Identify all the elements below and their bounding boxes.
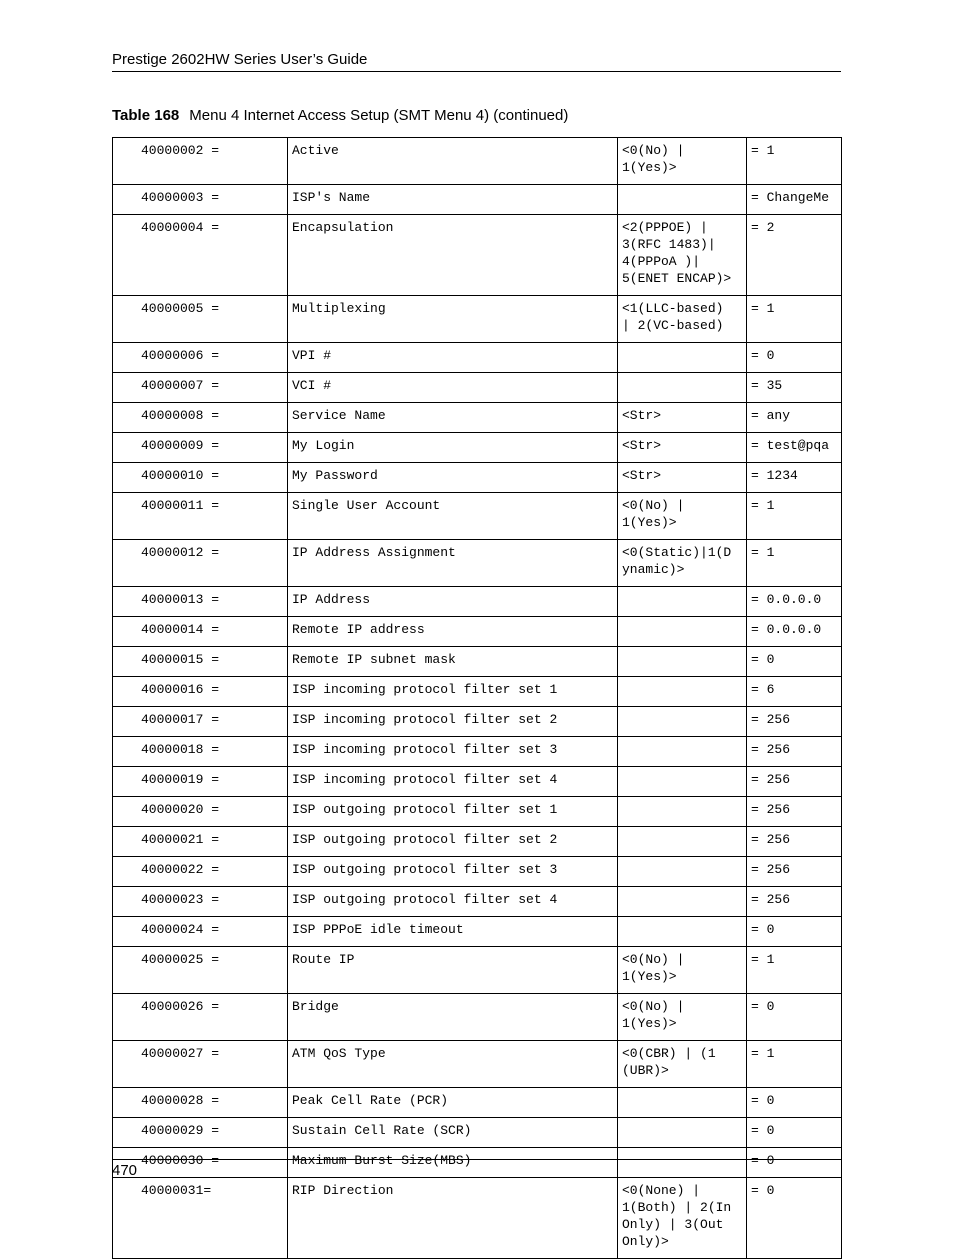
table-row (113, 540, 842, 587)
table-row (113, 1088, 842, 1118)
row-range-cell (618, 1118, 747, 1148)
row-id-cell: 40000018 = (113, 737, 288, 767)
row-field-cell: Remote IP address (288, 617, 618, 647)
row-field-cell: My Password (288, 463, 618, 493)
row-field-cell: ISP outgoing protocol filter set 3 (288, 857, 618, 887)
row-value-cell: = 2 (747, 215, 842, 296)
row-field-cell: ISP outgoing protocol filter set 2 (288, 827, 618, 857)
row-id-cell: 40000016 = (113, 677, 288, 707)
row-field-cell: Remote IP subnet mask (288, 647, 618, 677)
table-row (113, 138, 842, 185)
row-value-cell: = 0.0.0.0 (747, 587, 842, 617)
row-id-cell: 40000014 = (113, 617, 288, 647)
row-field-cell: ISP outgoing protocol filter set 4 (288, 887, 618, 917)
table-row (113, 617, 842, 647)
page-number: 470 (112, 1162, 138, 1179)
row-value-cell: = test@pqa (747, 433, 842, 463)
row-value-cell: = 1 (747, 947, 842, 994)
row-range-cell (618, 373, 747, 403)
row-field-cell: IP Address Assignment (288, 540, 618, 587)
row-value-cell: = 0 (747, 994, 842, 1041)
row-range-cell (618, 797, 747, 827)
table-row (113, 677, 842, 707)
table-row (113, 827, 842, 857)
row-id-cell: 40000021 = (113, 827, 288, 857)
row-range-cell (618, 647, 747, 677)
row-id-cell: 40000023 = (113, 887, 288, 917)
table-row (113, 493, 842, 540)
row-field-cell: ATM QoS Type (288, 1041, 618, 1088)
row-id-cell: 40000002 = (113, 138, 288, 185)
row-range-cell: <0(CBR) | (1 (UBR)> (618, 1041, 747, 1088)
table-row (113, 994, 842, 1041)
table-row (113, 1041, 842, 1088)
row-field-cell: Service Name (288, 403, 618, 433)
row-field-cell: Bridge (288, 994, 618, 1041)
row-field-cell: ISP incoming protocol filter set 1 (288, 677, 618, 707)
row-field-cell: ISP PPPoE idle timeout (288, 917, 618, 947)
row-range-cell: <0(No) | 1(Yes)> (618, 493, 747, 540)
row-field-cell: Multiplexing (288, 296, 618, 343)
row-value-cell: = 1 (747, 296, 842, 343)
row-value-cell: = 256 (747, 887, 842, 917)
row-id-cell: 40000003 = (113, 185, 288, 215)
row-field-cell: Sustain Cell Rate (SCR) (288, 1118, 618, 1148)
row-id-cell: 40000026 = (113, 994, 288, 1041)
row-range-cell: <0(No) | 1(Yes)> (618, 138, 747, 185)
row-value-cell: = 0 (747, 1118, 842, 1148)
row-value-cell: = 1 (747, 138, 842, 185)
row-value-cell: = 0 (747, 1178, 842, 1259)
row-range-cell (618, 617, 747, 647)
row-id-cell: 40000009 = (113, 433, 288, 463)
row-value-cell: = 0 (747, 1148, 842, 1178)
table-row (113, 1178, 842, 1259)
row-range-cell: <Str> (618, 433, 747, 463)
row-field-cell: Route IP (288, 947, 618, 994)
table-row (113, 433, 842, 463)
table-row (113, 917, 842, 947)
table-row (113, 296, 842, 343)
row-field-cell: ISP incoming protocol filter set 2 (288, 707, 618, 737)
row-range-cell: <2(PPPOE) | 3(RFC 1483)| 4(PPPoA )| 5(ENET ENCAP)> (618, 215, 747, 296)
row-id-cell: 40000027 = (113, 1041, 288, 1088)
row-range-cell: <Str> (618, 463, 747, 493)
row-field-cell: ISP incoming protocol filter set 4 (288, 767, 618, 797)
row-value-cell: = 0 (747, 343, 842, 373)
row-range-cell (618, 1088, 747, 1118)
table-row (113, 887, 842, 917)
header-divider (112, 71, 841, 72)
row-id-cell: 40000004 = (113, 215, 288, 296)
table-row (113, 737, 842, 767)
row-value-cell: = 1 (747, 493, 842, 540)
row-id-cell: 40000020 = (113, 797, 288, 827)
row-range-cell: <1(LLC-based) | 2(VC-based) (618, 296, 747, 343)
row-value-cell: = 256 (747, 797, 842, 827)
table-row (113, 707, 842, 737)
row-id-cell: 40000011 = (113, 493, 288, 540)
table-row (113, 587, 842, 617)
document-header-title: Prestige 2602HW Series User’s Guide (112, 51, 368, 68)
row-range-cell (618, 1148, 747, 1178)
row-id-cell: 40000006 = (113, 343, 288, 373)
row-range-cell (618, 185, 747, 215)
row-range-cell (618, 677, 747, 707)
row-range-cell: <0(No) | 1(Yes)> (618, 994, 747, 1041)
table-row (113, 1148, 842, 1178)
row-id-cell: 40000030 = (113, 1148, 288, 1178)
row-id-cell: 40000015 = (113, 647, 288, 677)
row-field-cell: VPI # (288, 343, 618, 373)
row-value-cell: = 256 (747, 857, 842, 887)
row-value-cell: = 256 (747, 737, 842, 767)
table-row (113, 797, 842, 827)
row-field-cell: Encapsulation (288, 215, 618, 296)
row-value-cell: = any (747, 403, 842, 433)
row-id-cell: 40000005 = (113, 296, 288, 343)
row-id-cell: 40000012 = (113, 540, 288, 587)
row-field-cell: Single User Account (288, 493, 618, 540)
row-range-cell (618, 917, 747, 947)
row-range-cell (618, 827, 747, 857)
row-id-cell: 40000031= (113, 1178, 288, 1259)
footer-divider (112, 1159, 841, 1160)
row-id-cell: 40000024 = (113, 917, 288, 947)
row-field-cell: ISP incoming protocol filter set 3 (288, 737, 618, 767)
row-value-cell: = 6 (747, 677, 842, 707)
row-range-cell (618, 767, 747, 797)
table-row (113, 947, 842, 994)
row-field-cell: Peak Cell Rate (PCR) (288, 1088, 618, 1118)
table-row (113, 403, 842, 433)
row-id-cell: 40000013 = (113, 587, 288, 617)
row-value-cell: = 0 (747, 917, 842, 947)
row-field-cell: Active (288, 138, 618, 185)
row-id-cell: 40000025 = (113, 947, 288, 994)
table-caption-text: Menu 4 Internet Access Setup (SMT Menu 4) (continued) (189, 107, 569, 124)
table-row (113, 373, 842, 403)
row-value-cell: = 256 (747, 707, 842, 737)
row-range-cell: <0(None) | 1(Both) | 2(In Only) | 3(Out Only)> (618, 1178, 747, 1259)
table-row (113, 647, 842, 677)
row-id-cell: 40000010 = (113, 463, 288, 493)
row-value-cell: = 1 (747, 540, 842, 587)
row-field-cell: VCI # (288, 373, 618, 403)
row-field-cell: RIP Direction (288, 1178, 618, 1259)
row-field-cell: ISP's Name (288, 185, 618, 215)
row-range-cell (618, 887, 747, 917)
row-range-cell (618, 857, 747, 887)
table-caption-label: Table 168 (112, 107, 180, 124)
row-value-cell: = 0.0.0.0 (747, 617, 842, 647)
row-field-cell: IP Address (288, 587, 618, 617)
table-row (113, 857, 842, 887)
row-range-cell (618, 707, 747, 737)
row-range-cell: <Str> (618, 403, 747, 433)
row-id-cell: 40000017 = (113, 707, 288, 737)
row-value-cell: = 35 (747, 373, 842, 403)
row-range-cell (618, 737, 747, 767)
row-range-cell: <0(No) | 1(Yes)> (618, 947, 747, 994)
row-value-cell: = 1234 (747, 463, 842, 493)
row-id-cell: 40000022 = (113, 857, 288, 887)
row-range-cell (618, 587, 747, 617)
table-row (113, 343, 842, 373)
config-table (112, 137, 842, 1259)
row-id-cell: 40000019 = (113, 767, 288, 797)
row-range-cell (618, 343, 747, 373)
row-value-cell: = 1 (747, 1041, 842, 1088)
row-id-cell: 40000028 = (113, 1088, 288, 1118)
row-value-cell: = 0 (747, 1088, 842, 1118)
table-row (113, 1118, 842, 1148)
row-range-cell: <0(Static)|1(D ynamic)> (618, 540, 747, 587)
table-row (113, 463, 842, 493)
row-field-cell: Maximum Burst Size(MBS) (288, 1148, 618, 1178)
row-id-cell: 40000007 = (113, 373, 288, 403)
row-value-cell: = 0 (747, 647, 842, 677)
row-value-cell: = ChangeMe (747, 185, 842, 215)
table-row (113, 767, 842, 797)
row-field-cell: ISP outgoing protocol filter set 1 (288, 797, 618, 827)
table-row (113, 185, 842, 215)
row-id-cell: 40000029 = (113, 1118, 288, 1148)
row-value-cell: = 256 (747, 767, 842, 797)
row-field-cell: My Login (288, 433, 618, 463)
row-id-cell: 40000008 = (113, 403, 288, 433)
table-row (113, 215, 842, 296)
table-caption (112, 107, 568, 124)
row-value-cell: = 256 (747, 827, 842, 857)
